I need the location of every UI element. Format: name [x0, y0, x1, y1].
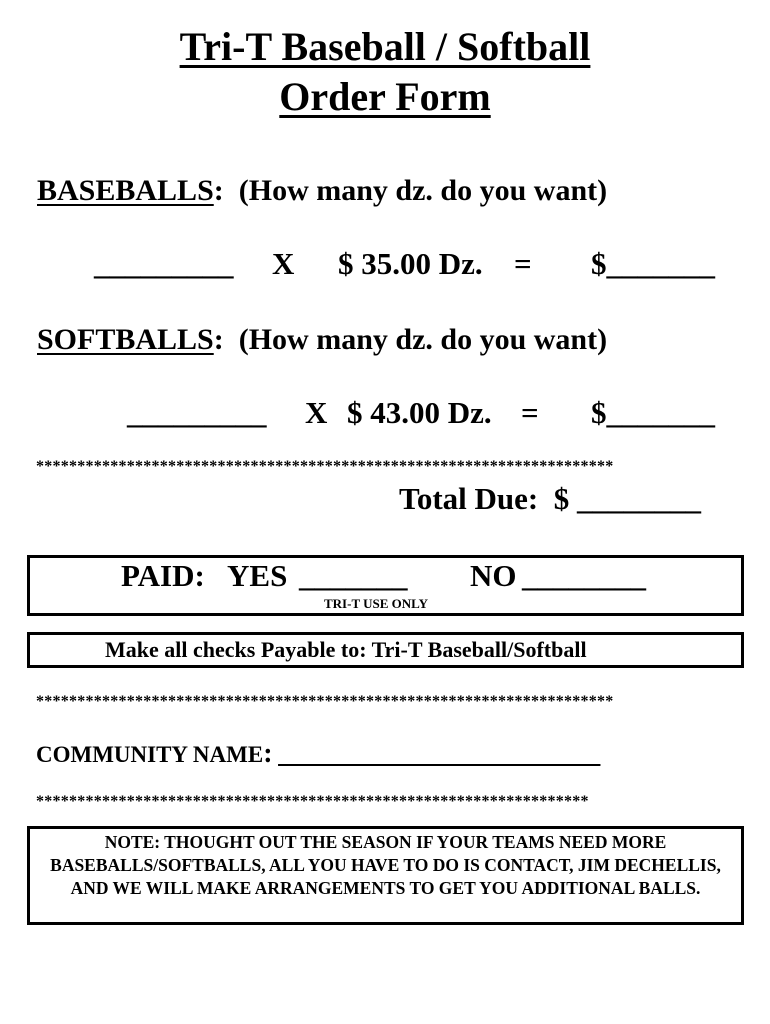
total-due-currency: $ — [553, 481, 570, 516]
baseballs-equals: = — [514, 246, 532, 281]
softballs-label: SOFTBALLS — [37, 323, 214, 356]
paid-label: PAID: — [121, 558, 205, 593]
baseballs-total-blank[interactable]: $_______ — [591, 246, 715, 281]
separator-1: ********************************************************************** — [36, 458, 614, 475]
baseballs-label: BASEBALLS — [37, 174, 214, 207]
baseballs-times: X — [272, 246, 295, 281]
tri-t-use-only-note: TRI-T USE ONLY — [324, 596, 429, 611]
baseballs-question: (How many dz. do you want) — [238, 174, 608, 207]
softballs-times: X — [305, 395, 328, 430]
separator-2: ********************************************************************** — [36, 693, 614, 710]
baseballs-price: $ 35.00 Dz. — [338, 246, 483, 281]
softballs-total-blank[interactable]: $_______ — [591, 395, 715, 430]
paid-no-label: NO — [470, 558, 517, 593]
total-due-blank[interactable]: ________ — [576, 481, 701, 516]
form-title-line1: Tri-T Baseball / Softball — [179, 24, 591, 69]
paid-yes-blank[interactable]: _______ — [299, 558, 408, 593]
softballs-heading: SOFTBALLS: (How many dz. do you want) — [37, 323, 608, 356]
baseballs-quantity-blank[interactable]: _________ — [94, 246, 234, 281]
note-text: NOTE: THOUGHT OUT THE SEASON IF YOUR TEAMS NEED MORE BASEBALLS/SOFTBALLS, ALL YOU HAVE TO DO IS CONTACT, JIM DECHELLIS, AND WE WILL MAKE ARRANGEMENTS TO GET YOU ADDITIONAL BALLS. — [50, 832, 721, 898]
total-due-label: Total Due: — [399, 481, 539, 516]
baseballs-heading: BASEBALLS: (How many dz. do you want) — [37, 174, 608, 207]
softballs-price: $ 43.00 Dz. — [347, 395, 492, 430]
paid-yes-label: YES — [227, 558, 288, 593]
community-name-label: COMMUNITY NAME — [36, 742, 264, 767]
checks-payable-text: Make all checks Payable to: Tri-T Baseball/Softball — [105, 637, 587, 662]
paid-no-blank[interactable]: ________ — [522, 558, 646, 593]
community-name: COMMUNITY NAME: _______________________ — [36, 738, 601, 769]
total-due — [399, 481, 701, 517]
separator-3: ******************************************************************* — [36, 793, 589, 810]
community-name-blank[interactable]: _______________________ — [278, 738, 601, 769]
softballs-quantity-blank[interactable]: _________ — [127, 395, 267, 430]
softballs-question: (How many dz. do you want) — [238, 323, 608, 356]
form-title-line2: Order Form — [279, 74, 491, 119]
softballs-equals: = — [521, 395, 539, 430]
